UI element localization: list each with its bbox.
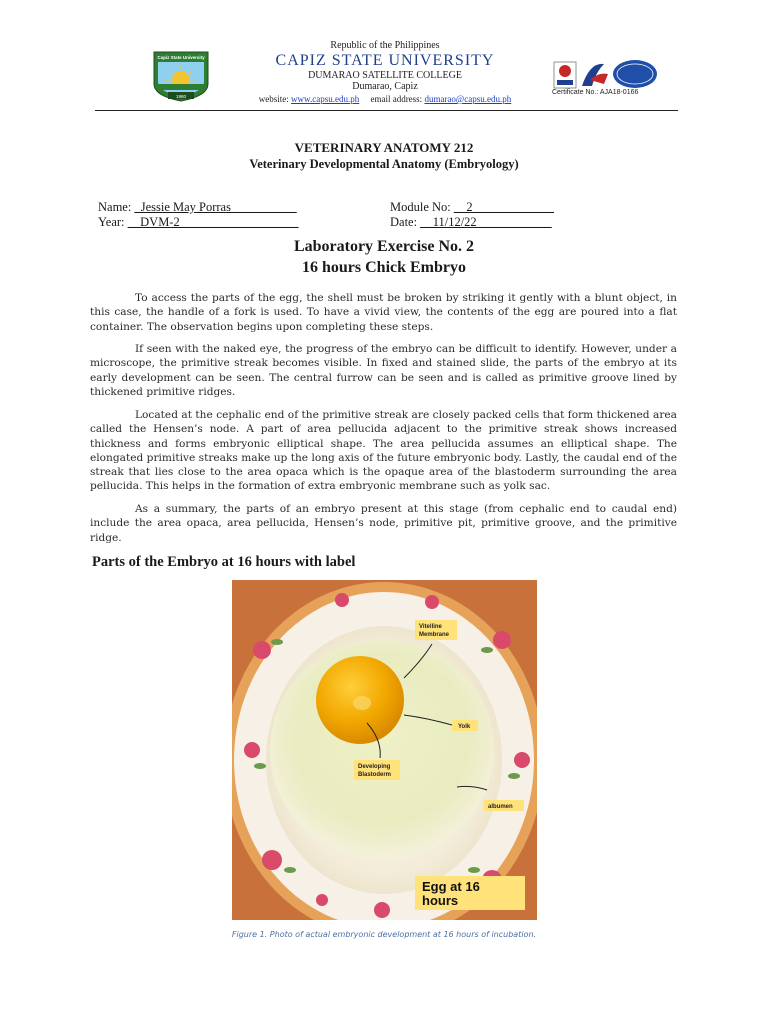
contact-line <box>205 93 565 105</box>
header-divider <box>95 110 678 111</box>
paragraph: To access the parts of the egg, the shell must be broken by striking it gently with a blunt object, in this case, the handle of a fork is used. To have a vivid view, the contents of the egg are poured into a flat container. The observation begins upon completing these steps. <box>90 292 677 333</box>
website-link[interactable]: www.capsu.edu.ph <box>291 94 360 104</box>
paragraph: If seen with the naked eye, the progress of the embryo can be difficult to identify. However, under a microscope, the primitive streak becomes visible. In fixed and stained slide, the parts of the embryo at its early development can be seen. The central furrow can be seen and is called as primitive groove lined by thickened primitive ridges. <box>90 343 677 398</box>
email-label: email address: <box>370 94 423 104</box>
label-vitelline-1: Vitelline <box>419 624 442 630</box>
egg-age-line-1: Egg at 16 <box>422 879 480 894</box>
aja-logo <box>554 62 576 88</box>
name-field <box>98 200 297 215</box>
embryo-photo <box>232 580 537 920</box>
jab-logo <box>582 64 608 86</box>
module-field <box>390 200 554 215</box>
logo-year: 1980 <box>175 94 187 99</box>
label-vitelline-2: Membrane <box>419 632 450 638</box>
label-blastoderm-2: Blastoderm <box>358 772 392 778</box>
date-value: __11/12/22____________ <box>420 215 552 229</box>
lab-title: Laboratory Exercise No. 2 <box>293 238 475 255</box>
name-label: Name: <box>98 200 132 214</box>
certificate-number: Certificate No.: AJA18-0166 <box>552 89 639 96</box>
label-blastoderm-1: Developing <box>358 764 391 770</box>
date-field <box>390 215 552 230</box>
course-code: VETERINARY ANATOMY 212 <box>294 140 474 155</box>
label-yolk: Yolk <box>458 724 471 730</box>
certification-logos <box>552 58 662 92</box>
paragraph: As a summary, the parts of an embryo present at this stage (from cephalic end to caudal end) include the area opaca, area pellucida, Hensen’s node, primitive pit, primitive groove, and the primitive ridge. <box>90 503 677 544</box>
paragraph: Located at the cephalic end of the primitive streak are closely packed cells that form thickened area called the Hensen’s node. A part of area pellucida adjacent to the primitive streak shows increased thickness and forms embryonic elliptical shape. The area pellucida assumes an elliptical shape. The elongated primitive streaks make up the long axis of the future embryonic body. Lastly, the caudal end of the streak that lies close to the area opaca which is the opaque area of the blastoderm surrounding the area pellucida. This helps in the formation of extra embryonic membrane such as yolk sac. <box>90 409 677 493</box>
blastoderm <box>353 696 371 710</box>
egg-age-line-2: hours <box>422 893 459 908</box>
university-name: CAPIZ STATE UNIVERSITY <box>275 52 495 69</box>
lab-subtitle: 16 hours Chick Embryo <box>301 259 467 276</box>
republic-line: Republic of the Philippines <box>330 40 440 51</box>
year-label: Year: <box>98 215 125 229</box>
name-underline: __________ <box>234 200 297 214</box>
date-label: Date: <box>390 215 418 229</box>
course-title: Veterinary Developmental Anatomy (Embryology) <box>249 157 519 171</box>
year-field <box>98 215 298 230</box>
letterhead <box>205 40 565 105</box>
college-name: DUMARAO SATELLITE COLLEGE <box>308 70 462 81</box>
module-label: Module No: <box>390 200 451 214</box>
name-value: _Jessie May Porras <box>134 200 235 214</box>
section-heading: Parts of the Embryo at 16 hours with label <box>92 554 356 570</box>
logo-text: Capiz State University <box>157 55 205 60</box>
label-albumen: albumen <box>488 804 513 810</box>
year-value: __DVM-2___________________ <box>127 215 299 229</box>
college-location: Dumarao, Capiz <box>352 81 418 92</box>
website-label: website: <box>258 94 289 104</box>
module-value: __2_____________ <box>453 200 554 214</box>
figure-caption: Figure 1. Photo of actual embryonic development at 16 hours of incubation. <box>231 930 537 939</box>
university-logo <box>150 50 212 102</box>
iaf-logo <box>613 60 657 88</box>
email-link[interactable]: dumarao@capsu.edu.ph <box>424 94 512 104</box>
